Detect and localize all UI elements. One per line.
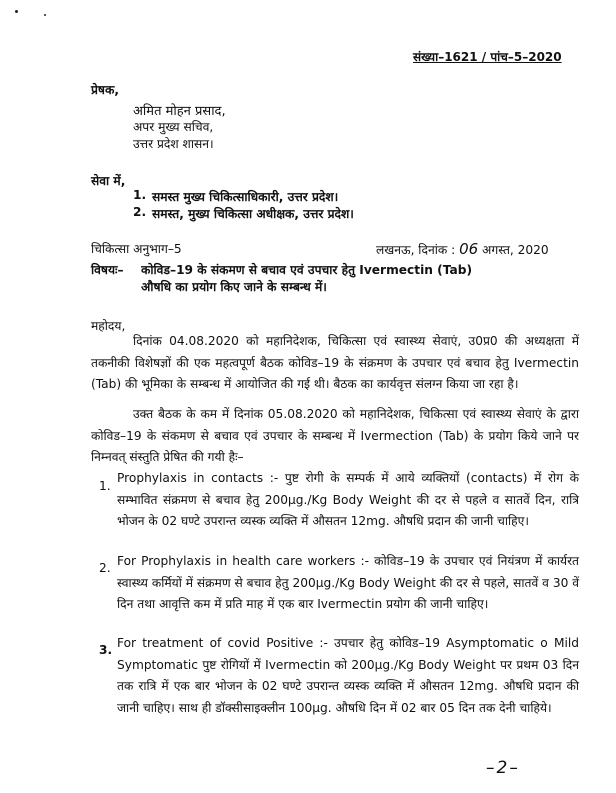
sender-name: अमित मोहन प्रसाद, — [133, 104, 226, 119]
section-name: चिकित्सा अनुभाग–5 — [91, 242, 182, 256]
sender-office: उत्तर प्रदेश शासन। — [133, 137, 214, 151]
recipient-item: समस्त मुख्य चिकित्साधिकारी, उत्तर प्रदेश। — [152, 190, 339, 204]
sender-heading: प्रेषक, — [91, 83, 119, 97]
point-number: 3. — [99, 643, 113, 657]
date-day: 06 — [459, 240, 479, 258]
recipient-number: 2. — [133, 205, 147, 219]
page-marker: –2– — [486, 758, 520, 778]
recipient-number: 1. — [133, 188, 147, 202]
subject-label: विषयः– — [91, 263, 124, 277]
point-3: For treatment of covid Positive :- उपचार हेतु कोविड–19 Asymptomatic o Mild Symptomatic पुष्ट रोगियों में Ivermectin को 200µg./Kg Body Weight पर प्रथम 03 दिन तक रात्रि में एक बार भोजन के 02 घण्टे उपरान्त व्यस्क व्यक्ति में औसतन 12mg. औषधि प्रदान की जानी चाहिए। साथ ही डॉक्सीसाइक्लीन 100µg. औषधि दिन में 02 बार 05 दिन तक देनी चाहिये। — [117, 636, 579, 715]
point-number: 2. — [99, 561, 111, 575]
salutation: महोदय, — [91, 319, 126, 333]
point-number: 1. — [99, 479, 111, 493]
paragraph-2: उक्त बैठक के कम में दिनांक 05.08.2020 को महानिदेशक, चिकित्सा एवं स्वास्थ्य सेवाएं के द्वारा कोविड–19 के संकमण से बचाव एवं उपचार के सम्बन्ध में Ivermection (Tab) के प्रयोग किये जाने पर निम्नवत् संस्तुति प्रेषित की गयी हैः– — [91, 407, 579, 464]
sender-designation: अपर मुख्य सचिव, — [133, 120, 214, 134]
date-month-year: अगस्त, 2020 — [482, 243, 549, 257]
reference-number: संख्या–1621 / पांच–5–2020 — [413, 50, 562, 64]
place-date — [376, 240, 549, 258]
recipients-heading: सेवा में, — [91, 174, 126, 188]
subject-line-2: औषधि का प्रयोग किए जाने के सम्बन्ध में। — [141, 280, 327, 294]
place-date-label: लखनऊ, दिनांक : — [376, 243, 456, 257]
subject-line-1: कोविड–19 के संकमण से बचाव एवं उपचार हेतु Ivermectin (Tab) — [141, 263, 473, 277]
scan-speck — [44, 14, 46, 16]
point-1: Prophylaxis in contacts :- पुष्ट रोगी के सम्पर्क में आये व्यक्तियों (contacts) में रोग के सम्भावित संक्रमण से बचाव हेतु 200µg./Kg Body Weight की दर से पहले व सातवें दिन, रात्रि भोजन के 02 घण्टे उपरान्त व्यस्क व्यक्ति में औसतन 12mg. औषधि प्रदान की जानी चाहिए। — [117, 471, 579, 528]
point-2: For Prophylaxis in health care workers :- कोविड–19 के उपचार एवं नियंत्रण में कार्यरत स्वास्थ्य कर्मियों में संक्रमण से बचाव हेतु 200µg./Kg Body Weight की दर से पहले, सातवें व 30 वें दिन तथा आवृत्ति कम में प्रति माह में एक बार Ivermectin प्रयोग की जानी चाहिए। — [117, 554, 579, 611]
recipient-item: समस्त, मुख्य चिकित्सा अधीक्षक, उत्तर प्रदेश। — [152, 207, 354, 221]
paragraph-1: दिनांक 04.08.2020 को महानिदेशक, चिकित्सा एवं स्वास्थ्य सेवाएं, उ0प्र0 की अध्यक्षता में तकनीकी विशेषज्ञों की एक महत्वपूर्ण बैठक कोविड–19 के संक्रमण के उपचार एवं बचाव हेतु Ivermectin (Tab) की भूमिका के सम्बन्ध में आयोजित की गई थी। बैठक का कार्यवृत्त संलग्न किया जा रहा है। — [91, 334, 579, 391]
scan-speck — [15, 10, 18, 13]
